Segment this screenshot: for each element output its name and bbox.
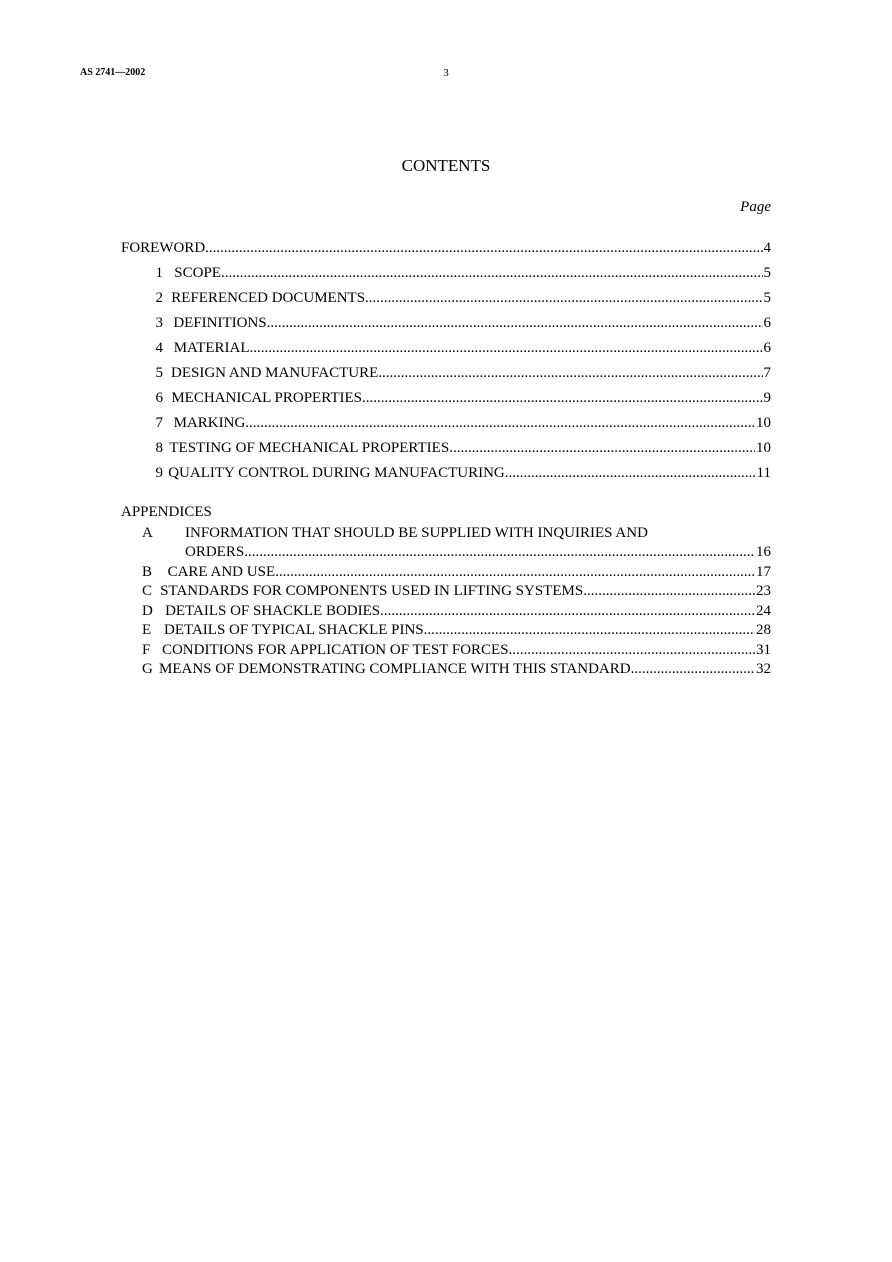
page-number: 3 (443, 67, 449, 79)
toc-entry-section[interactable] (133, 338, 771, 358)
toc-entry-page: 32 (756, 661, 771, 677)
toc-entry-title: DEFINITIONS (173, 315, 267, 331)
dot-leader (378, 363, 762, 383)
dot-leader (221, 263, 763, 283)
toc-entry-section[interactable] (133, 288, 771, 308)
appendix-letter: D (142, 603, 153, 619)
toc-entry-title: CARE AND USE (167, 564, 276, 580)
toc-entry-title: DETAILS OF TYPICAL SHACKLE PINS (164, 622, 424, 638)
toc-entry-page: 10 (756, 440, 771, 456)
toc-entry-title: FOREWORD (121, 240, 206, 256)
section-number: 7 (155, 415, 163, 431)
toc-entry-title: MARKING (173, 415, 246, 431)
toc-entry-title: ORDERS (185, 544, 245, 560)
appendices-heading: APPENDICES (121, 504, 212, 520)
appendix-letter: F (142, 642, 151, 658)
toc-entry-title: REFERENCED DOCUMENTS (171, 290, 366, 306)
toc-entry-page: 5 (763, 290, 771, 306)
dot-leader (380, 601, 755, 621)
toc-entry-page: 9 (763, 390, 771, 406)
toc-entry-title: QUALITY CONTROL DURING MANUFACTURING (168, 465, 505, 481)
toc-entry-foreword[interactable] (121, 238, 771, 258)
toc-entry-page: 4 (763, 240, 771, 256)
toc-entry-appendix[interactable] (142, 640, 771, 660)
toc-entry-section[interactable] (133, 388, 771, 408)
toc-entry-page: 23 (756, 583, 771, 599)
dot-leader (275, 562, 755, 582)
dot-leader (362, 388, 763, 408)
section-number: 4 (155, 340, 163, 356)
toc-entry-section[interactable] (133, 438, 771, 458)
dot-leader (631, 659, 755, 679)
dot-leader (505, 463, 756, 483)
toc-entry-title: STANDARDS FOR COMPONENTS USED IN LIFTING SYSTEMS (160, 583, 584, 599)
toc-entry-page: 5 (763, 265, 771, 281)
toc-entry-section[interactable] (133, 413, 771, 433)
dot-leader (245, 413, 755, 433)
toc-entry-page: 6 (763, 315, 771, 331)
toc-entry-page: 16 (756, 544, 771, 560)
dot-leader (424, 620, 755, 640)
toc-entry-title: MEANS OF DEMONSTRATING COMPLIANCE WITH THIS STANDARD (159, 661, 631, 677)
toc-entry-appendix[interactable] (142, 562, 771, 582)
toc-entry-title: SCOPE (174, 265, 221, 281)
dot-leader (250, 338, 763, 358)
toc-entry-page: 24 (756, 603, 771, 619)
appendix-letter: G (142, 661, 153, 677)
toc-entry-section[interactable] (133, 313, 771, 333)
toc-entry-appendix[interactable] (185, 542, 771, 562)
dot-leader (509, 640, 755, 660)
section-number: 9 (155, 465, 163, 481)
toc-entry-page: 6 (763, 340, 771, 356)
appendix-letter: C (142, 583, 153, 599)
toc-entry-title: INFORMATION THAT SHOULD BE SUPPLIED WITH INQUIRIES AND (185, 525, 648, 541)
dot-leader (205, 238, 762, 258)
dot-leader (449, 438, 755, 458)
toc-entry-page: 10 (756, 415, 771, 431)
toc-entry-section[interactable] (133, 363, 771, 383)
toc-entry-page: 11 (756, 465, 771, 481)
toc-entry-appendix-line1[interactable] (142, 523, 771, 543)
dot-leader (267, 313, 763, 333)
toc-entry-appendix[interactable] (142, 601, 771, 621)
section-number: 5 (155, 365, 163, 381)
appendix-letter: B (142, 564, 153, 580)
toc-entry-title: MATERIAL (173, 340, 250, 356)
toc-entry-section[interactable] (133, 463, 771, 483)
toc-entry-section[interactable] (133, 263, 771, 283)
toc-entry-appendix[interactable] (142, 620, 771, 640)
toc-entry-appendix[interactable] (142, 581, 771, 601)
toc-entry-title: MECHANICAL PROPERTIES (171, 390, 362, 406)
section-number: 3 (155, 315, 163, 331)
section-number: 8 (155, 440, 163, 456)
appendix-letter: A (142, 525, 153, 541)
dot-leader (244, 542, 755, 562)
section-number: 6 (155, 390, 163, 406)
section-number: 2 (155, 290, 163, 306)
toc-entry-title: DESIGN AND MANUFACTURE (171, 365, 379, 381)
toc-entry-title: DETAILS OF SHACKLE BODIES (165, 603, 381, 619)
section-number: 1 (155, 265, 163, 281)
standard-number: AS 2741—2002 (80, 67, 146, 78)
toc-entry-page: 31 (756, 642, 771, 658)
toc-entry-page: 28 (756, 622, 771, 638)
toc-entry-title: CONDITIONS FOR APPLICATION OF TEST FORCES (161, 642, 509, 658)
toc-entry-page: 17 (756, 564, 771, 580)
page-column-label: Page (740, 199, 771, 215)
appendix-letter: E (142, 622, 152, 638)
dot-leader (583, 581, 755, 601)
toc-entry-page: 7 (763, 365, 771, 381)
page-title: CONTENTS (401, 156, 491, 175)
toc-entry-title: TESTING OF MECHANICAL PROPERTIES (169, 440, 450, 456)
dot-leader (365, 288, 762, 308)
toc-entry-appendix[interactable] (142, 659, 771, 679)
